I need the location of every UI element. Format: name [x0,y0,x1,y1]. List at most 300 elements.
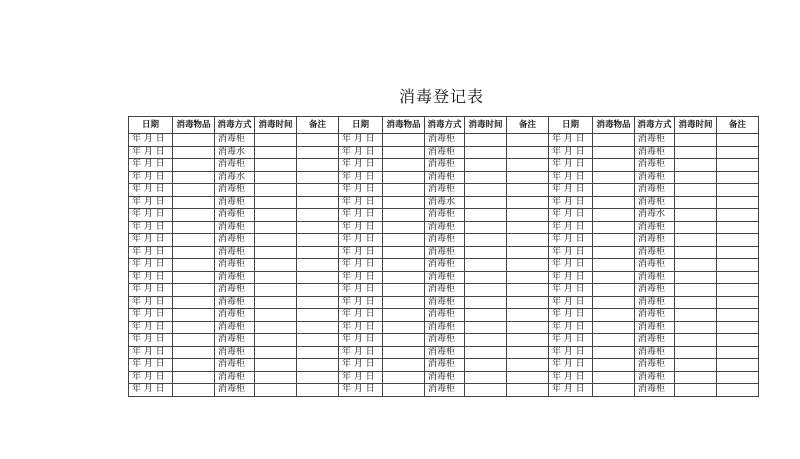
method-cell: 消毒柜 [635,159,675,172]
item-cell [383,334,425,347]
item-cell [383,384,425,397]
note-cell [507,171,549,184]
note-cell [717,296,759,309]
note-cell [507,209,549,222]
date-cell: 年 月 日 [549,196,593,209]
note-cell [507,234,549,247]
time-cell [255,359,297,372]
method-cell: 消毒柜 [215,134,255,147]
note-cell [297,346,339,359]
note-cell [717,246,759,259]
note-cell [717,384,759,397]
note-cell [507,334,549,347]
time-cell [255,259,297,272]
date-cell: 年 月 日 [339,209,383,222]
item-cell [593,184,635,197]
method-cell: 消毒柜 [425,384,465,397]
date-cell: 年 月 日 [129,334,173,347]
date-cell: 年 月 日 [129,309,173,322]
note-cell [297,234,339,247]
item-cell [173,371,215,384]
time-cell [465,309,507,322]
table-row [129,346,759,359]
item-cell [173,284,215,297]
note-cell [717,371,759,384]
item-cell [593,234,635,247]
time-cell [255,271,297,284]
date-cell: 年 月 日 [129,196,173,209]
note-cell [297,159,339,172]
column-header: 消毒方式 [425,117,465,134]
item-cell [383,359,425,372]
note-cell [717,159,759,172]
time-cell [675,171,717,184]
item-cell [173,259,215,272]
time-cell [675,259,717,272]
time-cell [465,346,507,359]
item-cell [593,371,635,384]
method-cell: 消毒柜 [215,246,255,259]
time-cell [675,234,717,247]
note-cell [507,146,549,159]
time-cell [465,321,507,334]
date-cell: 年 月 日 [339,284,383,297]
date-cell: 年 月 日 [339,171,383,184]
method-cell: 消毒柜 [215,234,255,247]
time-cell [675,296,717,309]
note-cell [717,146,759,159]
method-cell: 消毒柜 [635,384,675,397]
note-cell [717,196,759,209]
item-cell [173,384,215,397]
item-cell [173,321,215,334]
table-row [129,184,759,197]
note-cell [717,321,759,334]
item-cell [593,134,635,147]
note-cell [507,321,549,334]
note-cell [297,371,339,384]
item-cell [593,346,635,359]
note-cell [507,384,549,397]
date-cell: 年 月 日 [129,234,173,247]
item-cell [173,159,215,172]
note-cell [717,334,759,347]
method-cell: 消毒柜 [215,259,255,272]
method-cell: 消毒柜 [635,346,675,359]
method-cell: 消毒柜 [215,359,255,372]
page-title: 消毒登记表 [398,87,484,106]
header-row [129,117,759,134]
time-cell [675,321,717,334]
note-cell [717,234,759,247]
note-cell [507,359,549,372]
time-cell [465,159,507,172]
table-row [129,134,759,147]
method-cell: 消毒柜 [215,321,255,334]
method-cell: 消毒柜 [635,321,675,334]
item-cell [173,359,215,372]
method-cell: 消毒柜 [425,359,465,372]
table-row [129,359,759,372]
date-cell: 年 月 日 [339,346,383,359]
time-cell [255,309,297,322]
item-cell [593,209,635,222]
table-row [129,296,759,309]
method-cell: 消毒柜 [425,309,465,322]
method-cell: 消毒柜 [635,171,675,184]
item-cell [173,209,215,222]
item-cell [383,259,425,272]
time-cell [465,271,507,284]
method-cell: 消毒柜 [425,284,465,297]
time-cell [255,171,297,184]
item-cell [383,321,425,334]
date-cell: 年 月 日 [339,134,383,147]
item-cell [593,271,635,284]
time-cell [255,334,297,347]
date-cell: 年 月 日 [549,221,593,234]
note-cell [717,271,759,284]
time-cell [255,296,297,309]
date-cell: 年 月 日 [549,134,593,147]
method-cell: 消毒柜 [425,209,465,222]
item-cell [173,346,215,359]
time-cell [465,196,507,209]
item-cell [383,221,425,234]
note-cell [297,321,339,334]
item-cell [593,384,635,397]
date-cell: 年 月 日 [129,359,173,372]
note-cell [297,221,339,234]
note-cell [507,159,549,172]
note-cell [297,146,339,159]
method-cell: 消毒柜 [215,309,255,322]
time-cell [255,384,297,397]
column-header: 消毒物品 [383,117,425,134]
method-cell: 消毒柜 [215,271,255,284]
item-cell [173,234,215,247]
note-cell [507,296,549,309]
item-cell [383,271,425,284]
item-cell [173,221,215,234]
method-cell: 消毒水 [635,209,675,222]
table-row [129,159,759,172]
item-cell [593,334,635,347]
note-cell [507,271,549,284]
note-cell [297,309,339,322]
date-cell: 年 月 日 [549,359,593,372]
time-cell [255,371,297,384]
table-row [129,384,759,397]
column-header: 日期 [549,117,593,134]
table-row [129,321,759,334]
method-cell: 消毒柜 [635,309,675,322]
time-cell [255,134,297,147]
item-cell [593,296,635,309]
method-cell: 消毒柜 [635,371,675,384]
item-cell [173,146,215,159]
note-cell [297,384,339,397]
table-row [129,271,759,284]
note-cell [717,221,759,234]
method-cell: 消毒柜 [425,321,465,334]
time-cell [675,334,717,347]
note-cell [297,296,339,309]
item-cell [593,309,635,322]
item-cell [383,159,425,172]
date-cell: 年 月 日 [339,246,383,259]
date-cell: 年 月 日 [549,384,593,397]
date-cell: 年 月 日 [339,196,383,209]
method-cell: 消毒柜 [425,146,465,159]
method-cell: 消毒柜 [425,134,465,147]
time-cell [675,159,717,172]
item-cell [593,146,635,159]
method-cell: 消毒柜 [215,221,255,234]
note-cell [507,196,549,209]
item-cell [173,334,215,347]
note-cell [297,171,339,184]
method-cell: 消毒柜 [425,371,465,384]
item-cell [173,246,215,259]
time-cell [255,184,297,197]
note-cell [717,359,759,372]
method-cell: 消毒柜 [635,259,675,272]
date-cell: 年 月 日 [129,184,173,197]
item-cell [593,359,635,372]
item-cell [593,159,635,172]
item-cell [173,296,215,309]
time-cell [675,209,717,222]
table-row [129,371,759,384]
method-cell: 消毒柜 [425,259,465,272]
time-cell [675,371,717,384]
note-cell [297,334,339,347]
date-cell: 年 月 日 [549,171,593,184]
note-cell [507,309,549,322]
column-header: 消毒方式 [215,117,255,134]
method-cell: 消毒水 [215,171,255,184]
method-cell: 消毒柜 [635,359,675,372]
date-cell: 年 月 日 [129,221,173,234]
table-row [129,196,759,209]
date-cell: 年 月 日 [549,259,593,272]
item-cell [173,271,215,284]
date-cell: 年 月 日 [549,309,593,322]
time-cell [255,246,297,259]
date-cell: 年 月 日 [339,159,383,172]
date-cell: 年 月 日 [129,134,173,147]
note-cell [507,371,549,384]
item-cell [593,171,635,184]
column-header: 消毒物品 [593,117,635,134]
method-cell: 消毒柜 [425,271,465,284]
column-header: 消毒时间 [465,117,507,134]
table-row [129,171,759,184]
method-cell: 消毒柜 [635,196,675,209]
time-cell [255,196,297,209]
method-cell: 消毒柜 [635,296,675,309]
date-cell: 年 月 日 [339,384,383,397]
date-cell: 年 月 日 [129,259,173,272]
method-cell: 消毒柜 [215,371,255,384]
time-cell [465,246,507,259]
date-cell: 年 月 日 [339,146,383,159]
method-cell: 消毒柜 [425,246,465,259]
note-cell [717,284,759,297]
time-cell [465,371,507,384]
method-cell: 消毒柜 [215,209,255,222]
method-cell: 消毒柜 [215,284,255,297]
time-cell [255,284,297,297]
table-row [129,284,759,297]
date-cell: 年 月 日 [129,171,173,184]
item-cell [383,246,425,259]
time-cell [675,359,717,372]
item-cell [383,284,425,297]
date-cell: 年 月 日 [339,309,383,322]
method-cell: 消毒柜 [215,334,255,347]
time-cell [255,234,297,247]
time-cell [465,334,507,347]
method-cell: 消毒柜 [635,284,675,297]
note-cell [717,209,759,222]
date-cell: 年 月 日 [129,371,173,384]
date-cell: 年 月 日 [549,296,593,309]
time-cell [675,284,717,297]
item-cell [593,196,635,209]
note-cell [507,284,549,297]
note-cell [297,259,339,272]
method-cell: 消毒柜 [425,171,465,184]
item-cell [383,184,425,197]
method-cell: 消毒柜 [635,271,675,284]
column-header: 消毒时间 [255,117,297,134]
item-cell [383,346,425,359]
note-cell [297,246,339,259]
note-cell [297,359,339,372]
note-cell [297,134,339,147]
time-cell [465,259,507,272]
column-header: 消毒方式 [635,117,675,134]
method-cell: 消毒柜 [215,346,255,359]
date-cell: 年 月 日 [549,246,593,259]
item-cell [593,221,635,234]
date-cell: 年 月 日 [129,384,173,397]
note-cell [507,246,549,259]
date-cell: 年 月 日 [339,321,383,334]
note-cell [717,171,759,184]
time-cell [465,209,507,222]
time-cell [465,171,507,184]
item-cell [593,284,635,297]
disinfection-register-table [128,116,759,397]
date-cell: 年 月 日 [339,234,383,247]
item-cell [383,134,425,147]
time-cell [255,346,297,359]
time-cell [465,359,507,372]
date-cell: 年 月 日 [549,334,593,347]
note-cell [717,259,759,272]
note-cell [507,221,549,234]
item-cell [383,234,425,247]
method-cell: 消毒柜 [635,246,675,259]
table-row [129,334,759,347]
method-cell: 消毒柜 [425,184,465,197]
time-cell [465,134,507,147]
method-cell: 消毒柜 [635,334,675,347]
date-cell: 年 月 日 [339,296,383,309]
time-cell [465,146,507,159]
time-cell [465,234,507,247]
item-cell [173,171,215,184]
method-cell: 消毒柜 [425,221,465,234]
method-cell: 消毒水 [215,146,255,159]
note-cell [507,259,549,272]
column-header: 日期 [339,117,383,134]
time-cell [675,221,717,234]
note-cell [297,196,339,209]
item-cell [383,371,425,384]
note-cell [507,346,549,359]
note-cell [507,184,549,197]
date-cell: 年 月 日 [129,284,173,297]
item-cell [383,196,425,209]
time-cell [255,321,297,334]
time-cell [255,209,297,222]
table-row [129,146,759,159]
time-cell [465,284,507,297]
item-cell [383,309,425,322]
date-cell: 年 月 日 [129,296,173,309]
time-cell [465,384,507,397]
note-cell [717,184,759,197]
date-cell: 年 月 日 [129,159,173,172]
method-cell: 消毒柜 [215,159,255,172]
column-header: 备注 [507,117,549,134]
note-cell [297,184,339,197]
method-cell: 消毒柜 [635,146,675,159]
method-cell: 消毒柜 [215,296,255,309]
date-cell: 年 月 日 [129,246,173,259]
time-cell [675,346,717,359]
column-header: 消毒物品 [173,117,215,134]
method-cell: 消毒水 [425,196,465,209]
column-header: 消毒时间 [675,117,717,134]
date-cell: 年 月 日 [339,259,383,272]
item-cell [593,246,635,259]
item-cell [383,296,425,309]
item-cell [593,321,635,334]
date-cell: 年 月 日 [129,271,173,284]
time-cell [465,221,507,234]
date-cell: 年 月 日 [339,334,383,347]
item-cell [593,259,635,272]
note-cell [717,309,759,322]
time-cell [675,384,717,397]
date-cell: 年 月 日 [339,221,383,234]
date-cell: 年 月 日 [129,346,173,359]
time-cell [465,184,507,197]
date-cell: 年 月 日 [339,371,383,384]
time-cell [675,309,717,322]
time-cell [675,246,717,259]
date-cell: 年 月 日 [549,234,593,247]
column-header: 备注 [717,117,759,134]
table-row [129,209,759,222]
method-cell: 消毒柜 [635,134,675,147]
method-cell: 消毒柜 [215,184,255,197]
